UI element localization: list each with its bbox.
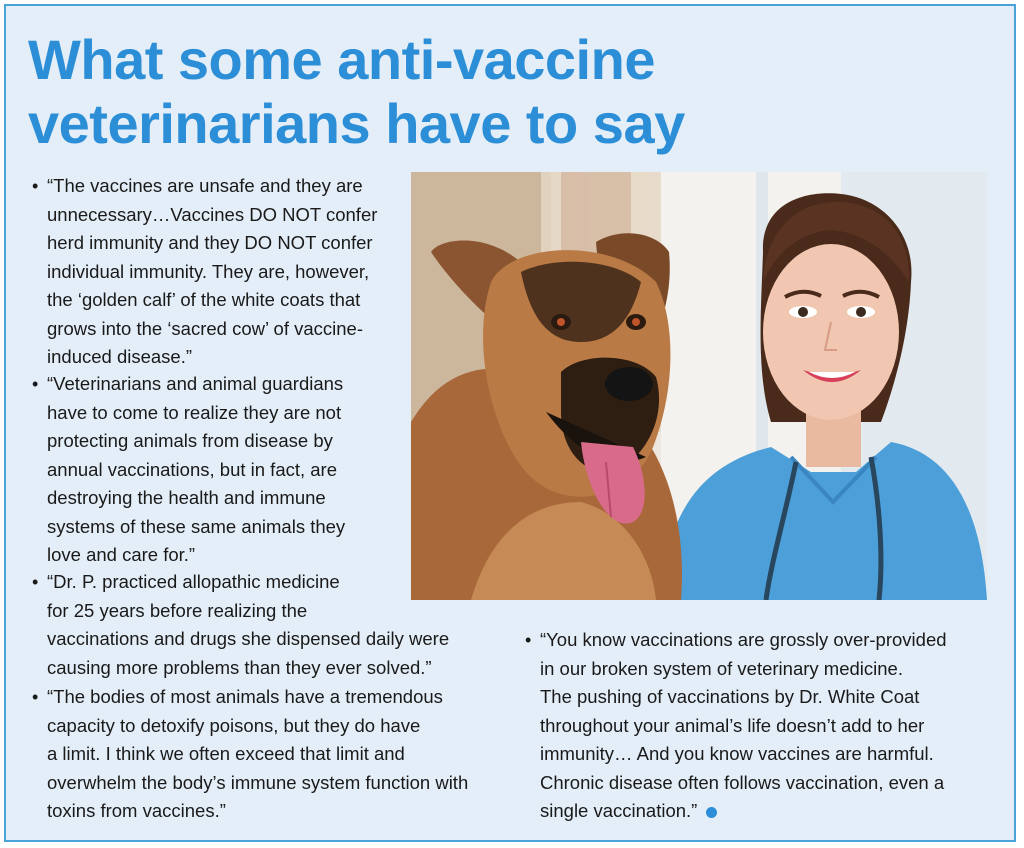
quote-line: destroying the health and immune (47, 487, 326, 508)
end-mark-icon (706, 807, 717, 818)
quote-line: have to come to realize they are not (47, 401, 342, 423)
bullet-icon: • (525, 630, 532, 650)
quote-item-5 (525, 626, 1010, 826)
quote-line: grows into the ‘sacred cow’ of vaccine- (47, 317, 364, 339)
quote-line: unnecessary…Vaccines DO NOT confer (47, 203, 378, 225)
article-title (28, 28, 685, 156)
quote-line: throughout your animal’s life doesn’t add to her (540, 714, 925, 736)
quote-line (540, 797, 1010, 826)
quote-line: The pushing of vaccinations by Dr. White Coat (540, 686, 920, 707)
quote-line: overwhelm the body’s immune system function with (47, 771, 469, 793)
quote-line: systems of these same animals they (47, 515, 346, 537)
title-line-1: What some anti-vaccine (28, 28, 655, 91)
quote-line: capacity to detoxify poisons, but they do have (47, 714, 421, 736)
quote-line: in our broken system of veterinary medicine. (540, 657, 903, 679)
quote-line: a limit. I think we often exceed that limit and (47, 743, 405, 764)
quote-line: “Dr. P. practiced allopathic medicine (47, 571, 340, 592)
quote-line: Chronic disease often follows vaccination, even a (540, 771, 945, 793)
quote-line: “Veterinarians and animal guardians (47, 373, 344, 394)
quote-item-2 (32, 370, 417, 570)
quote-line-text: single vaccination.” (540, 800, 698, 821)
quote-line: individual immunity. They are, however, (47, 260, 370, 282)
bullet-icon: • (32, 374, 39, 394)
quote-line: “The vaccines are unsafe and they are (47, 175, 363, 196)
quote-line: causing more problems than they ever solved.” (47, 656, 432, 678)
bullet-icon: • (32, 176, 39, 196)
quote-line: immunity… And you know vaccines are harmful. (540, 743, 934, 764)
quote-item-3 (32, 568, 527, 682)
quote-line: “The bodies of most animals have a tremendous (47, 686, 443, 707)
bullet-icon: • (32, 572, 39, 592)
quote-line: “You know vaccinations are grossly over-provided (540, 629, 947, 650)
quote-line: annual vaccinations, but in fact, are (47, 458, 338, 480)
dog-and-vet-photo (411, 172, 987, 600)
quote-line: induced disease.” (47, 346, 193, 367)
bullet-icon: • (32, 687, 39, 707)
quote-line: vaccinations and drugs she dispensed daily were (47, 628, 450, 649)
quote-item-4 (32, 683, 527, 826)
quote-line: the ‘golden calf’ of the white coats that (47, 289, 361, 310)
quote-line: protecting animals from disease by (47, 430, 333, 451)
quote-line: herd immunity and they DO NOT confer (47, 232, 373, 253)
quote-item-1 (32, 172, 417, 372)
quote-line: love and care for.” (47, 544, 196, 565)
title-line-2: veterinarians have to say (28, 92, 685, 155)
quote-line: toxins from vaccines.” (47, 800, 226, 821)
quote-line: for 25 years before realizing the (47, 599, 308, 621)
